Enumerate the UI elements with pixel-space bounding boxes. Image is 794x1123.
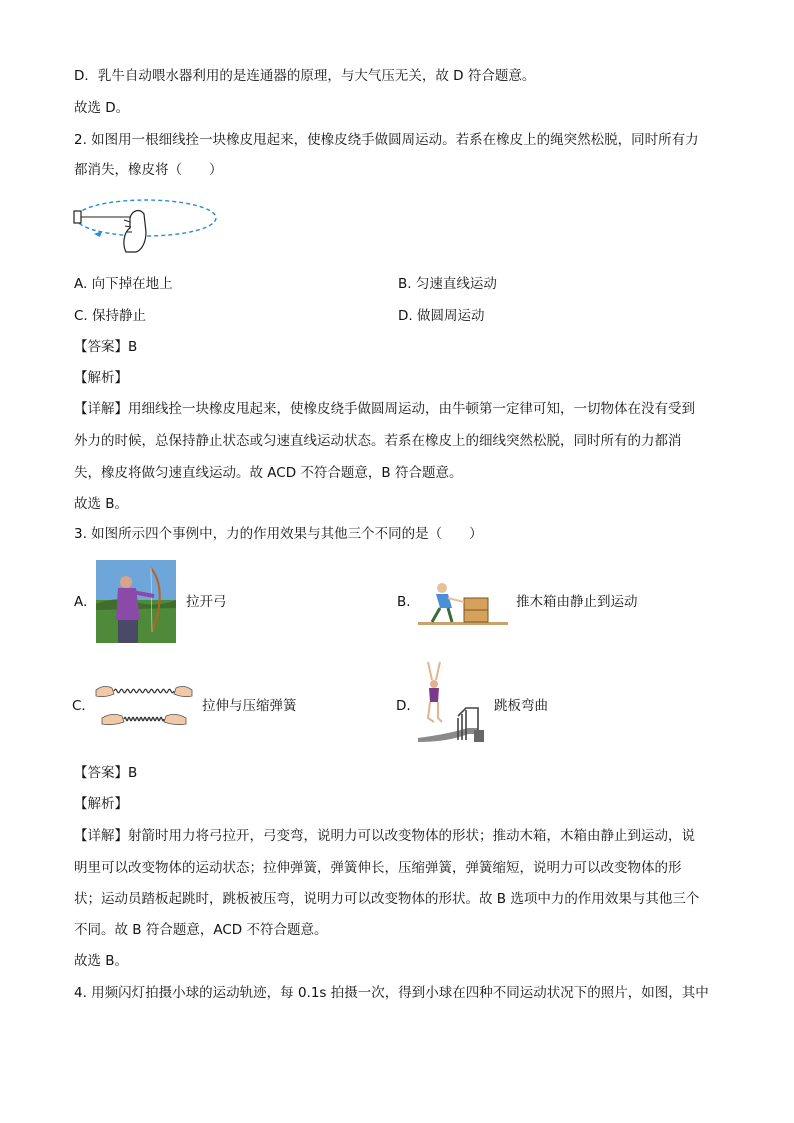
- prev-option-d-text: D．乳牛自动喂水器利用的是连通器的原理，与大气压无关，故 D 符合题意。: [74, 68, 536, 84]
- q3-detail-line3: 状；运动员踏板起跳时，跳板被压弯，说明力可以改变物体的形状。故 B 选项中力的作用效果与其他三个: [74, 891, 700, 907]
- q3-diving-board-figure: [418, 658, 486, 746]
- q2-analysis-heading: 【解析】: [74, 370, 128, 386]
- q2-detail-line3: 失，橡皮将做匀速直线运动。故 ACD 不符合题意，B 符合题意。: [74, 465, 463, 481]
- q3-detail-line1: 【详解】射箭时用力将弓拉开，弓变弯，说明力可以改变物体的形状；推动木箱，木箱由静止到运动，说: [74, 828, 695, 844]
- q3-detail-line2: 明里可以改变物体的运动状态；拉伸弹簧，弹簧伸长，压缩弹簧，弹簧缩短，说明力可以改变物体的形: [74, 860, 682, 876]
- q3-choose-line: 故选 B。: [74, 953, 129, 969]
- q3-option-b-letter: B.: [397, 594, 411, 610]
- q2-detail-line1: 【详解】用细线拴一块橡皮甩起来，使橡皮绕手做圆周运动，由牛顿第一定律可知，一切物体在没有受到: [74, 401, 695, 417]
- q4-stem-line1: 4. 用频闪灯拍摄小球的运动轨迹，每 0.1s 拍摄一次，得到小球在四种不同运动状况下的照片，如图，其中: [74, 985, 709, 1001]
- q3-option-d-text: 跳板弯曲: [494, 698, 548, 714]
- q3-answer: 【答案】B: [74, 765, 138, 781]
- q3-stem: 3. 如图所示四个事例中，力的作用效果与其他三个不同的是（ ）: [74, 526, 483, 542]
- q3-detail-line4: 不同。故 B 符合题意，ACD 不符合题意。: [74, 922, 328, 938]
- q3-option-c-letter: C.: [72, 698, 86, 714]
- q3-option-c-text: 拉伸与压缩弹簧: [202, 698, 297, 714]
- q2-answer: 【答案】B: [74, 339, 138, 355]
- q3-springs-figure: [94, 676, 194, 734]
- q2-detail-line2: 外力的时候，总保持静止状态或匀速直线运动状态。若系在橡皮上的细线突然松脱，同时所有的力都消: [74, 433, 682, 449]
- q3-archer-photo: [96, 560, 176, 643]
- q2-spinning-eraser-figure: [72, 192, 222, 254]
- q3-option-a-text: 拉开弓: [186, 594, 227, 610]
- q2-stem-line2: 都消失，橡皮将（ ）: [74, 162, 223, 178]
- q2-option-a: A. 向下掉在地上: [74, 276, 173, 292]
- q3-option-b-text: 推木箱由静止到运动: [516, 594, 638, 610]
- q2-choose-line: 故选 B。: [74, 496, 129, 512]
- q3-push-box-figure: [418, 578, 508, 630]
- q3-option-a-letter: A.: [74, 594, 88, 610]
- q2-stem-line1: 2. 如图用一根细线拴一块橡皮甩起来，使橡皮绕手做圆周运动。若系在橡皮上的绳突然松脱，同时所有力: [74, 132, 699, 148]
- q3-option-d-letter: D.: [396, 698, 411, 714]
- prev-choose-line: 故选 D。: [74, 100, 130, 116]
- q2-option-b: B. 匀速直线运动: [398, 276, 497, 292]
- q3-analysis-heading: 【解析】: [74, 796, 128, 812]
- q2-option-d: D. 做圆周运动: [398, 308, 485, 324]
- q2-option-c: C. 保持静止: [74, 308, 147, 324]
